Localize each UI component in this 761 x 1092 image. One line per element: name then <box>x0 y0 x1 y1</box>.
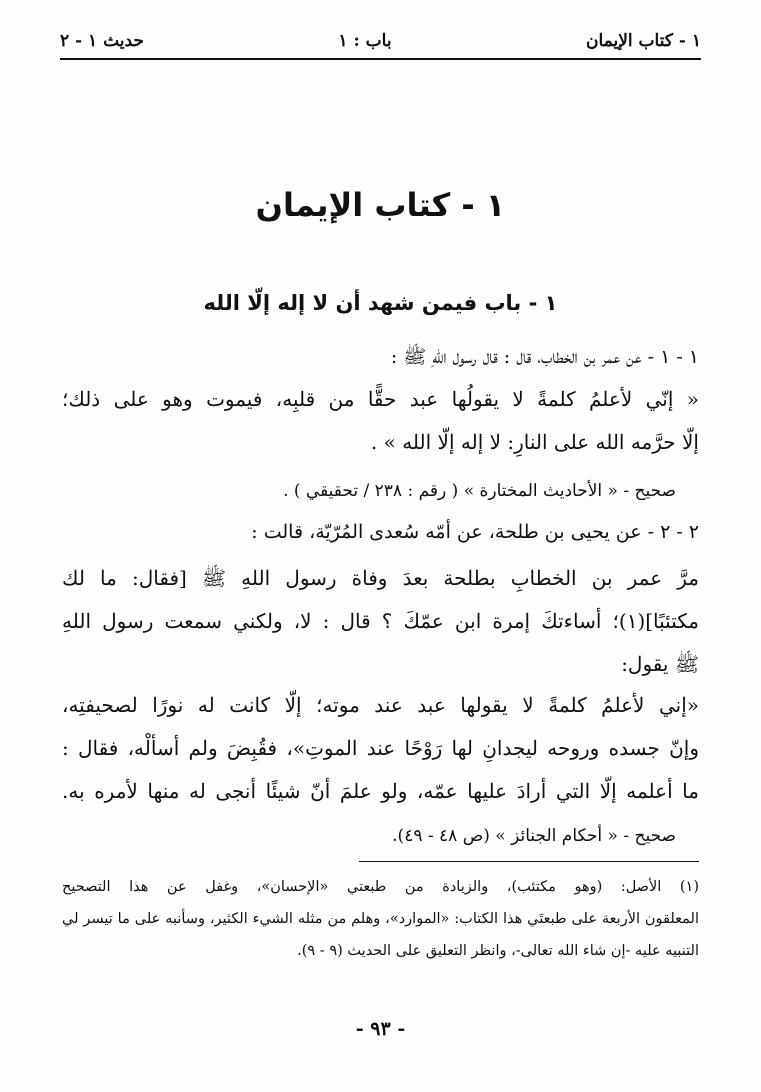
header-book-title: ١ - كتاب الإيمان <box>585 31 701 51</box>
footnote-line-3: التنبيه عليه -إن شاء الله تعالى-، وانظر التعليق على الحديث (٩ - ٩). <box>297 943 699 959</box>
hadith-1-text-line-2: إلّا حرَّمه الله على النارِ: لا إله إلّا الله » . <box>370 430 699 454</box>
footnote-line-2: المعلقون الأربعة على طبعتَي هذا الكتاب: «الموارد»، وهلم من مثله الشيء الكثير، وسأنبه على ما تيسر لي <box>62 911 699 927</box>
hadith-2-text-line-5: وإنّ جسده وروحه ليجدانِ لها رَوْحًا عند الموتِ»، فقُبِضَ ولم أسألْه، فقال : <box>62 736 699 760</box>
footnote-separator <box>359 861 699 862</box>
hadith-1-text-line-1: « إنّي لأعلمُ كلمةً لا يقولُها عبد حقًّا من قلبِه، فيموت وهو على ذلك؛ <box>62 387 699 411</box>
hadith-2-text-line-6: ما أعلمه إلّا التي أرادَ عليها عمّه، ولو علمَ أنّ شيئًا أنجى له منها لأمره به. <box>62 779 699 803</box>
chapter-title: ١ - باب فيمن شهد أن لا إله إلّا الله <box>203 291 558 315</box>
running-header <box>60 24 701 60</box>
hadith-2-text-line-3: ﷺ يقول: <box>621 652 699 676</box>
hadith-2-grading: صحيح - « أحكام الجنائز » (ص ٤٨ - ٤٩). <box>392 826 676 846</box>
hadith-1-grading: صحيح - « الأحاديث المختارة » ( رقم : ٢٣٨ / تحقيقي ) . <box>283 481 676 501</box>
footnote-line-1: (١) الأصل: (وهو مكتئب)، والزيادة من طبعتي «الإحسان»، وغفل عن هذا التصحيح <box>62 879 699 895</box>
hadith-2-text-line-2: مكتئبًا](١)؛ أساءتكَ إمرة ابن عمّكَ ؟ قال : لا، ولكني سمعت رسول اللهِ <box>62 609 699 633</box>
hadith-1-chain: ١ - ١ - عن عمر بن الخطاب، قال : قال رسول اللهِ ﷺ : <box>390 346 699 368</box>
hadith-2-chain: ٢ - ٢ - عن يحيى بن طلحة، عن أمّه سُعدى المُرّيّة، قالت : <box>251 521 699 543</box>
header-hadith-range: حديث ١ - ٢ <box>60 31 144 51</box>
hadith-2-text-line-4: «إني لأعلمُ كلمةً لا يقولها عبد عند موته؛ إلّا كانت له نورًا لصحيفتِه، <box>62 693 699 717</box>
page-number: - ٩٣ - <box>355 1018 406 1040</box>
header-chapter: باب : ١ <box>338 31 392 51</box>
hadith-2-text-line-1: مرَّ عمر بن الخطابِ بطلحة بعدَ وفاة رسول اللهِ ﷺ [فقال: ما لك <box>62 566 699 590</box>
book-title: ١ - كتاب الإيمان <box>255 186 506 224</box>
